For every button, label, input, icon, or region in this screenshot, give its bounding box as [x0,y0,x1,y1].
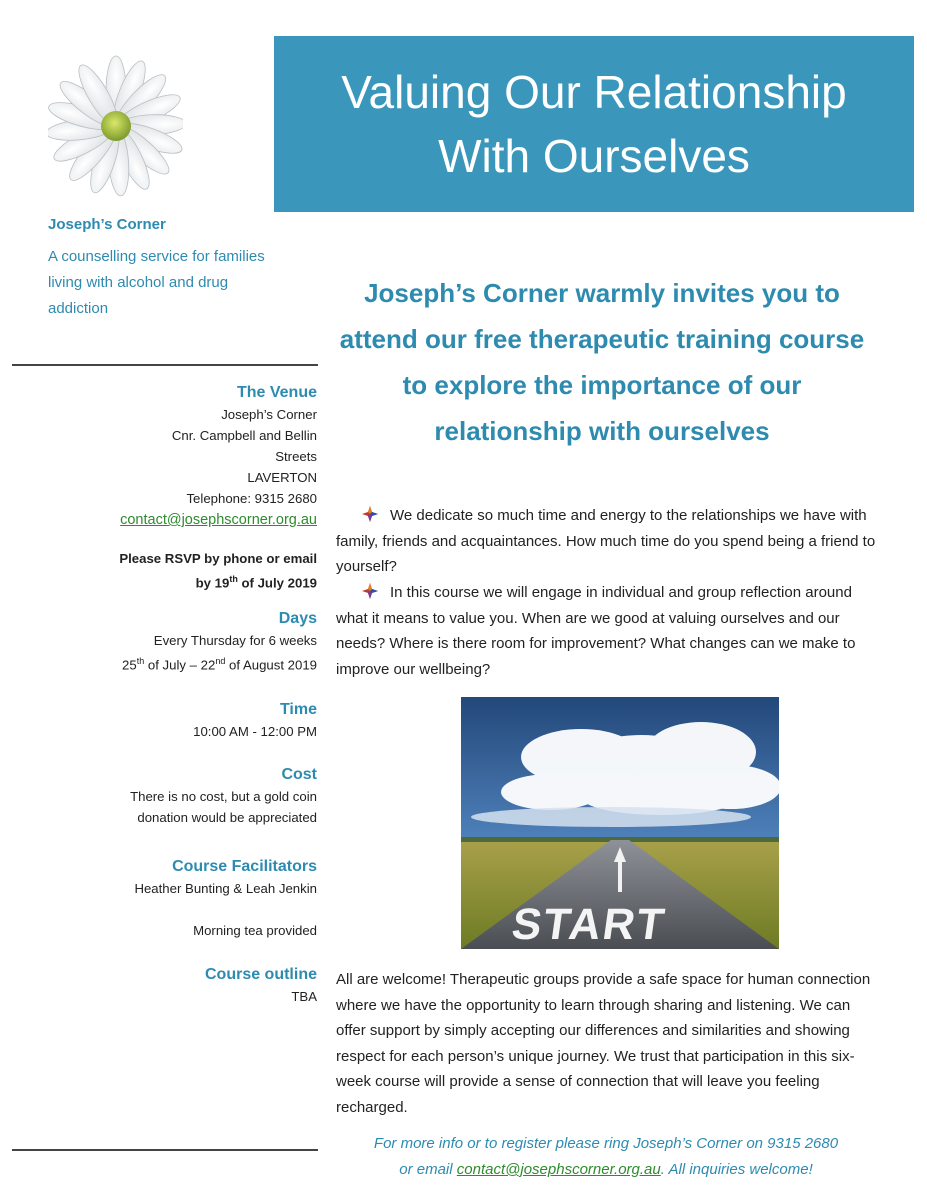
rsvp-line2 [119,569,317,593]
facilitators-heading: Course Facilitators [172,858,317,875]
org-tagline: A counselling service for families living with alcohol and drug addiction [48,248,265,317]
venue-suburb: LAVERTON [247,470,317,485]
venue-name: Joseph’s Corner [221,407,317,422]
bullet-paragraph [336,503,876,580]
days-start-day: 25 [122,657,137,673]
days-section [122,608,317,675]
sidebar-divider-bottom [12,1149,318,1151]
bullet-paragraph [336,580,876,682]
days-line2 [122,651,317,675]
time-section [193,699,317,742]
venue-telephone: Telephone: 9315 2680 [186,491,317,506]
invitation-heading: Joseph’s Corner warmly invites you to attend our free therapeutic training course to explore the importance of our relationship with ourselves [339,278,865,446]
org-name: Joseph’s Corner [48,216,166,233]
time-value: 10:00 AM - 12:00 PM [193,724,317,739]
cost-heading: Cost [281,766,317,783]
rsvp-date-suffix: of July 2019 [237,575,317,591]
welcome-paragraph: All are welcome! Therapeutic groups provide a safe space for human connection where we have the opportunity to learn through sharing and listening. We can offer support by simply accepting our differences and similarities and showing respect for each person’s unique journey. We trust that participation in this six-week course will provide a sense of connection that will leave you feeling recharged. [336,971,871,1116]
footer-contact [336,1131,876,1183]
rsvp-line1: Please RSVP by phone or email [119,551,317,566]
venue-address-line1: Cnr. Campbell and Bellin [171,428,317,443]
rsvp-date-prefix: by 19 [195,575,230,591]
days-range-mid: of July – 22 [144,657,216,673]
photo-start-text: START [508,900,670,949]
venue-section [120,382,317,531]
outline-heading: Course outline [204,966,317,983]
footer-line2 [336,1157,876,1183]
venue-email-link[interactable]: contact@josephscorner.org.au [120,512,317,528]
start-road-photo [461,697,779,949]
footer-line1: For more info or to register please ring Joseph’s Corner on 9315 2680 [373,1135,839,1152]
outline-section [205,964,317,1007]
footer-email-prefix: or email [399,1161,457,1178]
outline-value: TBA [291,989,317,1004]
days-line1: Every Thursday for 6 weeks [153,633,317,648]
bullet-star-icon [362,506,378,522]
time-heading: Time [279,701,317,718]
facilitators-section [134,856,317,899]
bullet-text: We dedicate so much time and energy to the relationships we have with family, friends and acquaintances. How much time do you spend being a friend to yourself? [336,507,876,575]
bullet-star-icon [362,583,378,599]
daisy-logo [48,48,183,208]
days-end-sup: nd [215,656,226,666]
cost-line1: There is no cost, but a gold coin [130,789,317,804]
days-heading: Days [278,610,317,627]
footer-email-link[interactable]: contact@josephscorner.org.au [456,1161,661,1178]
rsvp-note [119,548,317,593]
bullet-text: In this course we will engage in individual and group reflection around what it means to value you. When are we good at valuing ourselves and our needs? Where is there room for improvement? What changes can we make to improve our wellbeing? [336,584,856,678]
cost-section [130,764,317,828]
sidebar-divider-top [12,364,318,366]
cost-line2: donation would be appreciated [137,810,317,825]
days-end-month: of August 2019 [225,657,317,673]
title-banner [274,36,914,212]
days-start-sup: th [136,656,145,666]
facilitators-names: Heather Bunting & Leah Jenkin [134,881,317,896]
morning-tea-note: Morning tea provided [193,923,317,938]
page-title: Valuing Our Relationship With Ourselves [341,66,847,182]
venue-heading: The Venue [236,384,317,401]
footer-email-suffix: . All inquiries welcome! [660,1161,813,1178]
venue-address-line2: Streets [275,449,317,464]
rsvp-date-sup: th [229,574,238,584]
